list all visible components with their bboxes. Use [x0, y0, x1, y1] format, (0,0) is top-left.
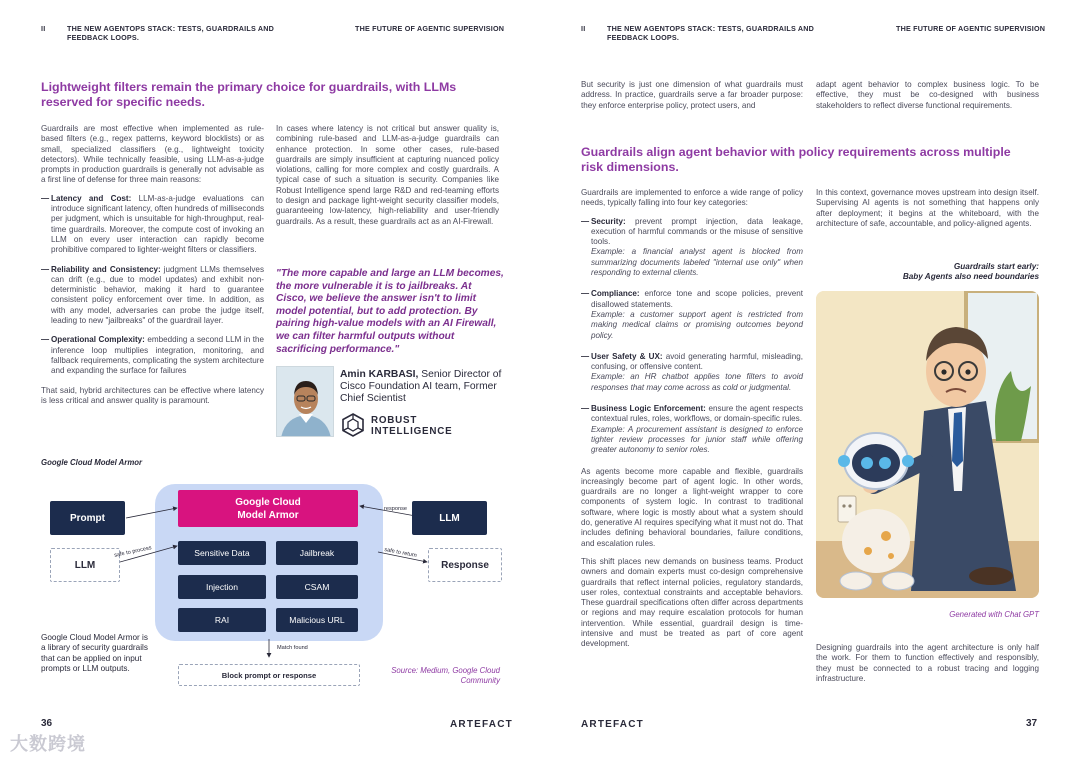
illustration-caption-line-2: Baby Agents also need boundaries [902, 272, 1039, 282]
list-item [581, 289, 803, 340]
baby-agent-illustration [816, 291, 1039, 598]
generated-caption: Generated with Chat GPT [949, 610, 1039, 619]
list-item-text: ensure the agent respects contextual rules, roles, workflows, or domain-specific rules. [591, 404, 803, 424]
filter-csam: CSAM [276, 575, 358, 599]
categories-intro: Guardrails are implemented to enforce a wide range of policy needs, typically falling into four key categories: [581, 188, 803, 208]
list-item-example: Example: a financial analyst agent is blocked from summarizing documents labeled "internal use only" when responding to external clients. [591, 247, 803, 278]
list-item [581, 217, 803, 279]
watermark: 大数跨境 [10, 734, 86, 754]
filter-sensitive-data: Sensitive Data [178, 541, 266, 565]
page-number: 37 [1026, 718, 1038, 729]
governance-paragraph: In this context, governance moves upstream into design itself. Supervising AI agents is not something that happens only after deployment; it begins at the whiteboard, with the architecture of safe, accountable, and policy-aligned agents. [816, 188, 1039, 228]
list-item-example: Example: an HR chatbot applies tone filters to avoid responses that may come across as cold or judgmental. [591, 372, 803, 392]
block-box: Block prompt or response [178, 664, 360, 686]
security-paragraph: In cases where latency is not critical but answer quality is, combining rule-based and LLM-as-a-judge guardrails can enhance protection. In some other cases, rule-based guardrails are simply insufficient at capturing nuanced policy violations, calling for more complex and costly guardrails. A typical case of such a situation is security. Companies like Robust Intelligence spend large R&D and red-teaming efforts to design and package light-weight security classifier models, guaranteeing low-latency, high-reliability and user-friendly guardrails. As a result, these guardrails act as an AI-Firewall. [276, 124, 499, 226]
closing-paragraph: Designing guardrails into the agent architecture is only half the work. For them to function effectively and responsibly, they must be connected to a robust tracing and logging infrastructure. [816, 643, 1039, 683]
label-match-found: Match found [277, 645, 308, 651]
list-item [41, 194, 264, 256]
header-title: THE NEW AGENTOPS STACK: TESTS, GUARDRAILS AND FEEDBACK LOOPS. [67, 24, 275, 42]
source-caption: Source: Medium, Google Cloud Community [391, 666, 500, 685]
armor-title-2: Model Armor [237, 509, 299, 521]
logo-text [371, 415, 461, 437]
list-item-text: judgment LLMs themselves can drift (e.g., due to model updates) and exhibit non-deterministic behavior, making it hard to guarantee consistent policy enforcement over time. In addition, as with any model, adversaries can probe the judge itself, leading to new "jailbreaks" of the guardrail layer. [51, 264, 264, 326]
pull-quote: "The more capable and large an LLM becomes, the more vulnerable it is to jailbreaks. At Cisco, we believe the answer isn't to limit model potential, but to add protection. By pairing high-value models with an AI Firewall, we can filter harmful outputs without sacrificing performance." [276, 268, 504, 355]
filter-malicious-url: Malicious URL [276, 608, 358, 632]
section-heading: Lightweight filters remain the primary choice for guardrails, with LLMs reserved for specific needs. [41, 80, 457, 109]
figure-caption: Google Cloud Model Armor [41, 458, 143, 467]
header-title: THE NEW AGENTOPS STACK: TESTS, GUARDRAILS AND FEEDBACK LOOPS. [607, 24, 815, 42]
section-heading: Guardrails align agent behavior with policy requirements across multiple risk dimensions. [581, 145, 1011, 174]
author-photo [276, 366, 334, 437]
list-item-title: Business Logic Enforcement: [591, 404, 706, 414]
llm-left-box: LLM [50, 548, 120, 582]
header-section: II [581, 24, 586, 33]
list-item-title: Operational Complexity: [51, 335, 145, 345]
left-column-2 [276, 124, 499, 235]
label-response: response [384, 506, 408, 512]
list-item-title: User Safety & UX: [591, 351, 663, 361]
list-item-example: Example: A procurement assistant is designed to enforce tighter review processes for junior staff while offering greater autonomy to senior roles. [591, 424, 803, 455]
outro-paragraph: That said, hybrid architectures can be effective where latency is less critical and answer quality is paramount. [41, 385, 264, 405]
author-role: Senior Director of Cisco Foundation AI team, Former Chief Scientist [340, 369, 502, 405]
diagram-side-caption: Google Cloud Model Armor is a library of security guardrails that can be applied on input prompts or LLM outputs. [41, 633, 148, 674]
portrait-icon [277, 367, 334, 437]
filter-rai: RAI [178, 608, 266, 632]
list-item-title: Compliance: [591, 289, 640, 299]
illustration-icon [816, 291, 1039, 598]
header-right: THE FUTURE OF AGENTIC SUPERVISION [355, 24, 505, 33]
list-item-title: Latency and Cost: [51, 193, 132, 203]
list-item-title: Reliability and Consistency: [51, 264, 161, 274]
prompt-box: Prompt [50, 501, 125, 535]
top-paragraph-col2: adapt agent behavior to complex business logic. To be effective, they must be co-designed with business stakeholders to reflect diverse functional requirements. [816, 80, 1039, 110]
left-column-1 [41, 124, 264, 414]
arrow-prompt [126, 508, 177, 518]
list-item-text: LLM-as-a-judge evaluations can introduce significant latency, often hundreds of milliseconds per judgment, which is unsuitable for high-throughput, real-time guardrails. Moreover, the compute cost of invoking an LLM on every user interaction can rapidly become prohibitive compared to lighter-weight filters or classifiers. [51, 193, 264, 255]
list-item [41, 265, 264, 327]
illustration-caption [816, 262, 1039, 283]
list-item [41, 335, 264, 376]
list-item-title: Security: [591, 216, 626, 226]
label-safe-to-return: safe to return [383, 546, 418, 560]
page-number: 36 [41, 718, 53, 729]
list-item-text: prevent prompt injection, data leakage, execution of harmful commands or the misuse of sensitive tools. [591, 216, 803, 247]
response-box: Response [428, 548, 502, 582]
label-safe-to-process: safe to process [113, 545, 153, 559]
page-37 [540, 0, 1080, 763]
list-item [581, 352, 803, 393]
list-item-text: avoid generating harmful, misleading, confusing, or offensive content. [591, 351, 803, 372]
header-right: THE FUTURE OF AGENTIC SUPERVISION [896, 24, 1046, 33]
list-item [581, 404, 803, 455]
agent-logic-paragraph: As agents become more capable and flexible, guardrails increasingly become part of agent logic. In other words, guardrails are no longer a light-weight wrapper to core components of system logic. In contrast to traditional software, where logic is mostly about what a system should do, generative AI requires specifying what it must not do. That includes defining behavioral boundaries, failure conditions, and escalation rules. [581, 466, 803, 548]
brand-logo: ARTEFACT [450, 719, 513, 730]
intro-paragraph: Guardrails are most effective when implemented as rule-based filters (e.g., regex patterns, keyword blocklists) or as small, specialized classifiers (e.g., lightweight toxicity detectors). While technically feasible, using LLM-as-a-judge prompts in production guardrails is generally not advisable as a first line of defense for three main reasons: [41, 124, 264, 185]
hexagon-logo-icon [342, 413, 364, 437]
robust-intelligence-logo [342, 413, 453, 442]
logo-line-1: ROBUST [371, 415, 418, 426]
right-column-1 [581, 188, 803, 658]
list-item-text: embedding a second LLM in the inference loop multiplies integration, monitoring, and fallback requirements, complicating the system architecture and expanding the surface for failures [51, 335, 264, 376]
llm-right-box: LLM [412, 501, 487, 535]
list-item-example: Example: a customer support agent is restricted from making medical claims or promising outcomes beyond policy. [591, 309, 803, 340]
filter-jailbreak: Jailbreak [276, 541, 358, 565]
logo-line-2: INTELLIGENCE [371, 426, 453, 437]
brand-logo: ARTEFACT [581, 719, 644, 730]
author-name: Amin KARBASI, [340, 369, 419, 380]
top-paragraph-col1: But security is just one dimension of what guardrails must address. In practice, guardrails serve a far broader purpose: they enforce enterprise policy, protect users, and [581, 80, 803, 110]
list-item-text: enforce tone and scope policies, prevent disallowed statements. [591, 289, 803, 309]
illustration-caption-line-1: Guardrails start early: [953, 262, 1039, 271]
model-armor-box [178, 490, 358, 527]
armor-title-1: Google Cloud [235, 496, 301, 508]
author-block [340, 369, 510, 406]
filter-injection: Injection [178, 575, 266, 599]
header-section: II [41, 24, 46, 33]
business-teams-paragraph: This shift places new demands on business teams. Product owners and domain experts must co-design comprehensive guardrails that reflect internal policies, regulatory standards, user roles, contextual constraints and acceptable behaviors. These guardrail specifications often differ across departments or regions and may require escalation protocols for human intervention. While essential, guardrail design is time-intensive and must be treated as part of core agent development. [581, 556, 803, 649]
